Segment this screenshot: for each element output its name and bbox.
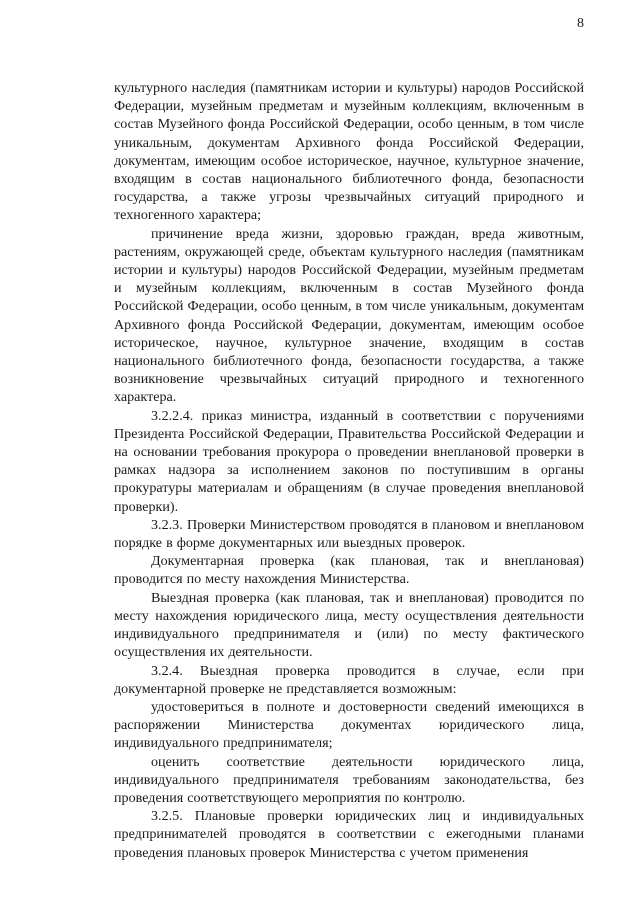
- paragraph-harm-caused: причинение вреда жизни, здоровью граждан, вреда животным, растениям, окружающей среде, объектам культурного наследия (памятникам истории и культуры) народов Российской Федерации, музейным предметам и музейным коллекциям, включенным в состав Музейного фонда Российской Федерации, особо ценным, в том числе уникальным, документам Архивного фонда Российской Федерации, документам, имеющим особое историческое, научное, культурное значение, входящим в состав национального библиотечного фонда, безопасности государства, а также возникновение чрезвычайных ситуаций природного и техногенного характера.: [114, 225, 584, 406]
- paragraph-assess-compliance: оценить соответствие деятельности юридического лица, индивидуального предпринимателя требованиям законодательства, без проведения соответствующего мероприятия по контролю.: [114, 753, 584, 806]
- paragraph-documentary-check: Документарная проверка (как плановая, так и внеплановая) проводится по месту нахождения Министерства.: [114, 553, 584, 588]
- page-number: 8: [577, 16, 584, 31]
- paragraph-3-2-5: 3.2.5. Плановые проверки юридических лиц и индивидуальных предпринимателей проводятся в соответствии с ежегодными планами проведения плановых проверок Министерства с учетом применения: [114, 808, 584, 861]
- paragraph-onsite-check: Выездная проверка (как плановая, так и внеплановая) проводится по месту нахождения юридического лица, месту осуществления деятельности индивидуального предпринимателя и (или) по месту фактического осуществления их деятельности.: [114, 589, 584, 661]
- paragraph-verify-completeness: удостовериться в полноте и достоверности сведений имеющихся в распоряжении Министерства документах юридического лица, индивидуального предпринимателя;: [114, 698, 584, 752]
- paragraph-3-2-4: 3.2.4. Выездная проверка проводится в случае, если при документарной проверке не представляется возможным:: [114, 662, 584, 697]
- paragraph-continued-threat: культурного наследия (памятникам истории и культуры) народов Российской Федерации, музейным предметам и музейным коллекциям, включенным в состав Музейного фонда Российской Федерации, особо ценным, в том числе уникальным, документам Архивного фонда Российской Федерации, документам, имеющим особое историческое, научное, культурное значение, входящим в состав национального библиотечного фонда, безопасности государства, а также угрозы чрезвычайных ситуаций природного и техногенного характера;: [114, 80, 584, 224]
- paragraph-3-2-2-4: 3.2.2.4. приказ министра, изданный в соответствии с поручениями Президента Российской Федерации, Правительства Российской Федерации и на основании требования прокурора о проведении внеплановой проверки в рамках надзора за исполнением законов по поступившим в органы прокуратуры материалам и обращениям (в случае проведения внеплановой проверки).: [114, 407, 584, 515]
- paragraph-3-2-3: 3.2.3. Проверки Министерством проводятся в плановом и внеплановом порядке в форме документарных или выездных проверок.: [114, 516, 584, 552]
- document-body: [114, 79, 584, 862]
